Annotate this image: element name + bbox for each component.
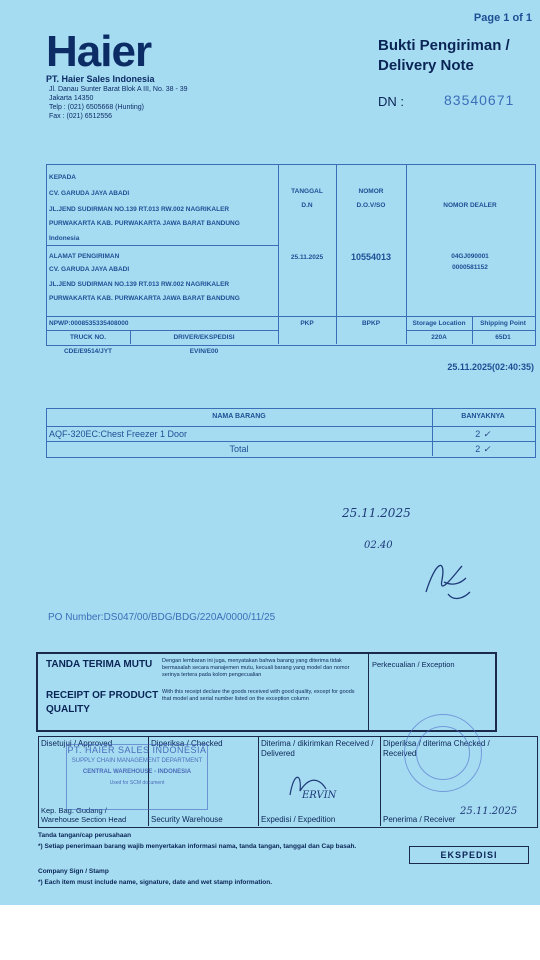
company-address-line2: Jakarta 14350 — [49, 95, 94, 102]
stamp-note: Used for SCM document — [109, 780, 165, 786]
company-name: PT. Haier Sales Indonesia — [46, 74, 155, 84]
pkp-label: PKP — [300, 320, 314, 327]
shipping-point-label: Shipping Point — [480, 320, 526, 327]
truck-label: TRUCK NO. — [69, 334, 107, 341]
driver-label: DRIVER/EKSPEDISI — [173, 334, 235, 341]
dn-label: DN : — [378, 94, 404, 109]
receipt-text-en: With this receipt declare the goods received with good quality, except for goods that model and serial number listed on the exception column — [162, 689, 355, 702]
checked-label: Diperiksa / Checked — [151, 739, 223, 748]
total-label: Total — [229, 444, 249, 454]
total-quantity: 2 ✓ — [475, 444, 491, 455]
bpkp-label: BPKP — [361, 320, 381, 327]
receipt-text-id: Dengan lembaran ini juga, menyatakan bahwa barang yang diterima tidak bermasalah secara manajemen mutu, kecuali barang yang model dan nomor serinya tertera pada kolom pengecualian — [162, 658, 350, 678]
handwritten-time: 02.40 — [364, 540, 393, 551]
ship-to-address2: PURWAKARTA KAB. PURWAKARTA JAWA BARAT BANDUNG — [49, 295, 240, 302]
document-title-en: Delivery Note — [378, 57, 474, 74]
document-title-id: Bukti Pengiriman / — [378, 37, 510, 54]
warehouse-head-label: Kep. Bag. Gudang / Warehouse Section Head — [41, 806, 127, 824]
dn-header: D.N — [301, 202, 313, 209]
quantity-header: BANYAKNYA — [461, 413, 505, 420]
tanggal-header: TANGGAL — [291, 188, 323, 195]
storage-location-label: Storage Location — [412, 320, 466, 327]
item-name-header: NAMA BARANG — [212, 413, 266, 420]
received-delivered-label: Diterima / dikirimkan Received / Delivered — [261, 739, 374, 758]
receipt-title-en2: QUALITY — [46, 704, 90, 715]
receiver-round-stamp-inner — [416, 726, 470, 780]
po-number: PO Number:DS047/00/BDG/BDG/220A/0000/11/25 — [48, 612, 276, 623]
company-fax: Fax : (021) 6512556 — [49, 113, 113, 120]
item-quantity: 2 ✓ — [475, 429, 491, 440]
consignee-address2: PURWAKARTA KAB. PURWAKARTA JAWA BARAT BANDUNG — [49, 220, 240, 227]
footer-note-en: *) Each item must include name, signature, date and wet stamp information. — [38, 879, 273, 886]
stamp-company: PT. HAIER SALES INDONESIA — [67, 745, 207, 755]
receiver-label: Penerima / Receiver — [383, 815, 456, 824]
npwp: NPWP:0008535335408000 — [49, 320, 129, 327]
ship-to-label: ALAMAT PENGIRIMAN — [49, 253, 120, 260]
page-indicator: Page 1 of 1 — [473, 12, 532, 24]
footer-company-sign-id: Tanda tangan/cap perusahaan — [38, 832, 132, 839]
handwritten-date: 25.11.2025 — [342, 506, 411, 520]
warehouse-stamp — [66, 744, 208, 810]
shipping-point-value: 65D1 — [495, 334, 511, 341]
expedition-label: Expedisi / Expedition — [261, 815, 336, 824]
storage-location-value: 220A — [431, 334, 447, 341]
expedition-signature-name: ERVIN — [302, 790, 337, 801]
driver-value: EVIN/E00 — [189, 348, 219, 355]
nomor-header: NOMOR — [358, 188, 384, 195]
ekspedisi-copy-box: EKSPEDISI — [409, 846, 529, 864]
company-phone: Telp : (021) 6505668 (Hunting) — [49, 104, 144, 111]
receiver-handwritten-date: 25.11.2025 — [460, 806, 518, 817]
dealer-header: NOMOR DEALER — [443, 202, 497, 209]
haier-logo: Haier — [46, 27, 152, 76]
security-warehouse-label: Security Warehouse — [151, 815, 223, 824]
consignee-country: Indonesia — [49, 235, 80, 242]
kepada-label: KEPADA — [49, 174, 76, 181]
dovso-header: D.O.V/SO — [356, 202, 386, 209]
consignee-name: CV. GARUDA JAYA ABADI — [49, 190, 130, 197]
consignee-address1: JL.JEND SUDIRMAN NO.139 RT.013 RW.002 NAGRIKALER — [49, 206, 230, 213]
item-name: AQF-320EC:Chest Freezer 1 Door — [49, 429, 188, 439]
dn-number: 83540671 — [444, 92, 515, 108]
print-timestamp: 25.11.2025(02:40:35) — [447, 362, 534, 372]
truck-value: CDE/E9514/JYT — [63, 348, 113, 355]
document-title — [378, 36, 510, 76]
do-number: 10554013 — [350, 252, 392, 262]
ship-to-address1: JL.JEND SUDIRMAN NO.139 RT.013 RW.002 NAGRIKALER — [49, 281, 230, 288]
receipt-title-en1: RECEIPT OF PRODUCT — [46, 690, 159, 701]
footer-note-id: *) Setiap penerimaan barang wajib menyertakan informasi nama, tanda tangan, tanggal dan Cap basah. — [38, 843, 357, 850]
checked-received-label: Diperiksa / diterima Checked / Received — [383, 739, 490, 758]
dn-date: 25.11.2025 — [290, 254, 324, 261]
footer-company-sign-en: Company Sign / Stamp — [38, 868, 109, 875]
stamp-department: SUPPLY CHAIN MANAGEMENT DEPARTMENT — [71, 758, 203, 764]
expedition-signature — [280, 765, 340, 805]
stamp-warehouse: CENTRAL WAREHOUSE - INDONESIA — [82, 769, 192, 775]
ship-to-name: CV. GARUDA JAYA ABADI — [49, 266, 130, 273]
receipt-title-id: TANDA TERIMA MUTU — [46, 659, 153, 670]
dealer-number2: 0000581152 — [452, 264, 488, 271]
exception-label: Perkecualian / Exception — [372, 660, 455, 669]
handwritten-signature — [418, 550, 478, 610]
dealer-number1: 04GJ090001 — [451, 253, 489, 260]
approved-label: Disetujui / Approved — [41, 739, 113, 748]
company-address-line1: Jl. Danau Sunter Barat Blok A III, No. 38 - 39 — [49, 86, 188, 93]
